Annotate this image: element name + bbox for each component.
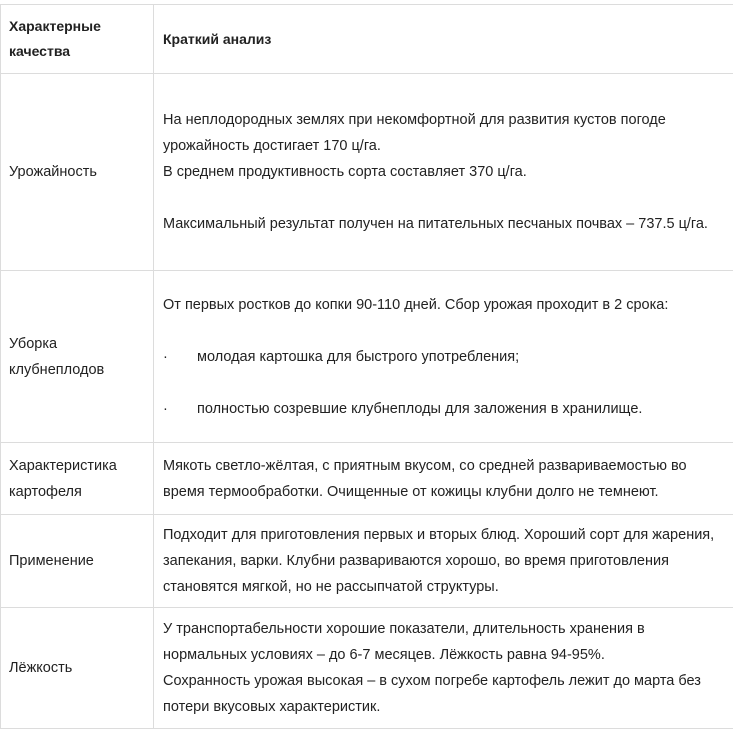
table-row (1, 271, 733, 443)
row-analysis-yield (154, 74, 733, 271)
bullet-marker: · (163, 396, 197, 422)
table-row (1, 443, 733, 515)
yield-text-1: На неплодородных землях при некомфортной для развития кустов погоде урожайность достигает 170 ц/га. (163, 107, 727, 159)
bullet-text: полностью созревшие клубнеплоды для заложения в хранилище. (197, 396, 642, 422)
storage-text-1: У транспортабельности хорошие показатели, длительность хранения в нормальных условиях – до 6-7 месяцев. Лёжкость равна 94-95%. (163, 616, 727, 668)
row-label-yield: Урожайность (1, 74, 154, 271)
row-analysis-usage: Подходит для приготовления первых и вторых блюд. Хороший сорт для жарения, запекания, варки. Клубни развариваются хорошо, во время приготовления становятся мягкой, но не рассыпчатой структуры. (154, 515, 733, 608)
row-label-usage: Применение (1, 515, 154, 608)
table-row (1, 608, 733, 729)
bullet-marker: · (163, 344, 197, 370)
bullet-text: молодая картошка для быстрого употребления; (197, 344, 519, 370)
characteristics-table (0, 4, 733, 729)
list-item (163, 396, 727, 422)
row-analysis-harvest (154, 271, 733, 443)
list-item (163, 344, 727, 370)
harvest-intro: От первых ростков до копки 90-110 дней. Сбор урожая проходит в 2 срока: (163, 292, 727, 318)
row-label-storage: Лёжкость (1, 608, 154, 729)
header-analysis: Краткий анализ (154, 5, 733, 74)
row-label-characteristics: Характеристика картофеля (1, 443, 154, 515)
yield-text-2: В среднем продуктивность сорта составляет 370 ц/га. (163, 159, 727, 185)
table-row (1, 515, 733, 608)
row-analysis-storage (154, 608, 733, 729)
yield-text-3: Максимальный результат получен на питательных песчаных почвах – 737.5 ц/га. (163, 211, 727, 237)
table-header-row (1, 5, 733, 74)
storage-text-2: Сохранность урожая высокая – в сухом погребе картофель лежит до марта без потери вкусовых характеристик. (163, 668, 727, 720)
table-row (1, 74, 733, 271)
row-analysis-characteristics: Мякоть светло-жёлтая, с приятным вкусом, со средней развариваемостью во время термообработки. Очищенные от кожицы клубни долго не темнеют. (154, 443, 733, 515)
header-qualities: Характерные качества (1, 5, 154, 74)
row-label-harvest: Уборка клубнеплодов (1, 271, 154, 443)
